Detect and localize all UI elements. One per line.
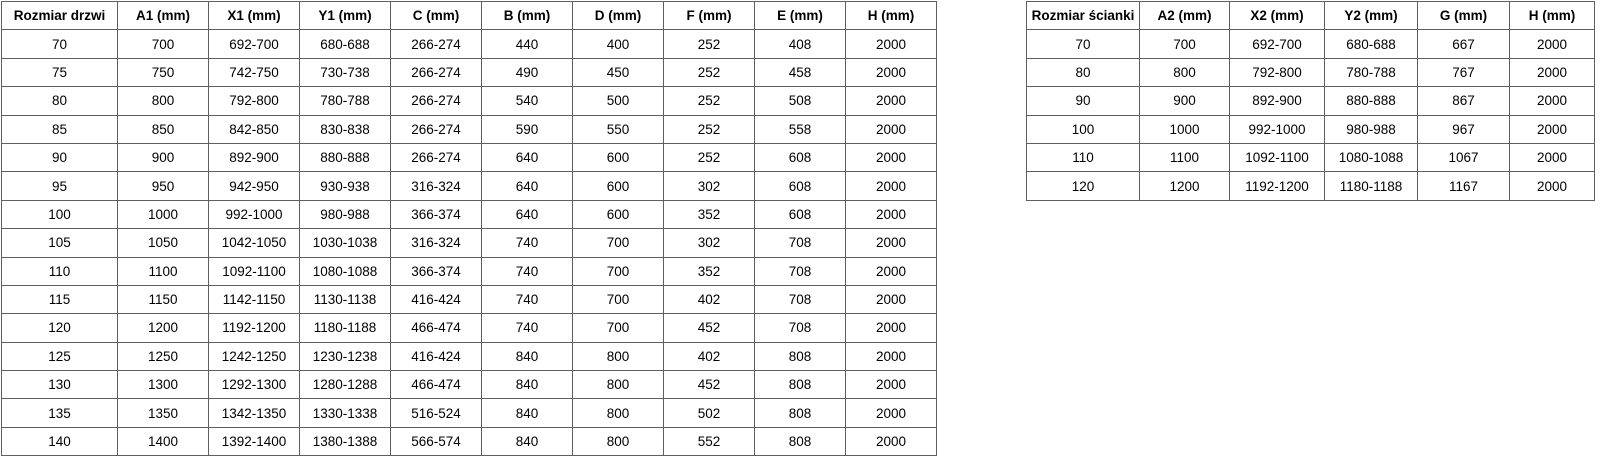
table-cell: 967: [1418, 115, 1510, 143]
column-header: H (mm): [846, 2, 937, 30]
table-cell: 452: [664, 314, 755, 342]
table-cell: 708: [755, 314, 846, 342]
table-cell: 352: [664, 257, 755, 285]
table-cell: 75: [2, 58, 118, 86]
table-cell: 840: [482, 342, 573, 370]
table-cell: 892-900: [209, 143, 300, 171]
table-cell: 550: [573, 115, 664, 143]
table-cell: 400: [573, 30, 664, 58]
table-cell: 740: [482, 314, 573, 342]
column-header: Y1 (mm): [300, 2, 391, 30]
table-cell: 130: [2, 371, 118, 399]
column-header: Rozmiar drzwi: [2, 2, 118, 30]
table-cell: 316-324: [391, 172, 482, 200]
table-cell: 680-688: [300, 30, 391, 58]
column-header: A1 (mm): [118, 2, 209, 30]
table-cell: 800: [573, 399, 664, 427]
table-cell: 316-324: [391, 229, 482, 257]
table-cell: 2000: [1510, 87, 1595, 115]
wall-panel-size-table: [1026, 1, 1595, 201]
table-cell: 980-988: [1325, 115, 1418, 143]
table-cell: 70: [2, 30, 118, 58]
table-cell: 100: [1027, 115, 1140, 143]
door-size-table: [1, 1, 937, 456]
table-cell: 600: [573, 172, 664, 200]
table-cell: 120: [1027, 172, 1140, 200]
table-cell: 125: [2, 342, 118, 370]
table-cell: 1030-1038: [300, 229, 391, 257]
table-cell: 640: [482, 143, 573, 171]
column-header: Y2 (mm): [1325, 2, 1418, 30]
table-cell: 640: [482, 172, 573, 200]
table-cell: 2000: [846, 200, 937, 228]
table-cell: 1080-1088: [300, 257, 391, 285]
table-cell: 1230-1238: [300, 342, 391, 370]
table-cell: 1092-1100: [209, 257, 300, 285]
table-cell: 840: [482, 399, 573, 427]
table-row: [2, 427, 937, 455]
table-cell: 930-938: [300, 172, 391, 200]
table-cell: 416-424: [391, 285, 482, 313]
table-cell: 708: [755, 257, 846, 285]
table-cell: 700: [573, 257, 664, 285]
table-cell: 500: [573, 87, 664, 115]
column-header: G (mm): [1418, 2, 1510, 30]
table-cell: 1180-1188: [1325, 172, 1418, 200]
table-cell: 266-274: [391, 115, 482, 143]
table-cell: 2000: [846, 143, 937, 171]
table-cell: 402: [664, 285, 755, 313]
table-cell: 1242-1250: [209, 342, 300, 370]
table-cell: 1080-1088: [1325, 143, 1418, 171]
table-cell: 2000: [1510, 172, 1595, 200]
table-cell: 880-888: [1325, 87, 1418, 115]
table-cell: 892-900: [1230, 87, 1325, 115]
table-cell: 2000: [846, 257, 937, 285]
table-cell: 2000: [846, 342, 937, 370]
table-cell: 2000: [846, 427, 937, 455]
table-cell: 742-750: [209, 58, 300, 86]
table-cell: 252: [664, 87, 755, 115]
table-cell: 1292-1300: [209, 371, 300, 399]
table-cell: 2000: [846, 314, 937, 342]
column-header: C (mm): [391, 2, 482, 30]
table-cell: 252: [664, 115, 755, 143]
table-cell: 1100: [118, 257, 209, 285]
table-cell: 450: [573, 58, 664, 86]
table-cell: 608: [755, 172, 846, 200]
table-row: [1027, 30, 1595, 58]
table-cell: 1200: [118, 314, 209, 342]
table-cell: 700: [573, 314, 664, 342]
table-cell: 667: [1418, 30, 1510, 58]
table-cell: 1100: [1140, 143, 1230, 171]
table-cell: 466-474: [391, 371, 482, 399]
table-cell: 80: [1027, 58, 1140, 86]
table-cell: 1300: [118, 371, 209, 399]
table-cell: 980-988: [300, 200, 391, 228]
table-cell: 700: [573, 285, 664, 313]
table-row: [2, 314, 937, 342]
table-cell: 266-274: [391, 87, 482, 115]
table-cell: 700: [573, 229, 664, 257]
table-cell: 840: [482, 371, 573, 399]
table-row: [2, 371, 937, 399]
table-cell: 2000: [1510, 30, 1595, 58]
table-cell: 2000: [1510, 115, 1595, 143]
table-cell: 110: [1027, 143, 1140, 171]
table-cell: 70: [1027, 30, 1140, 58]
table-cell: 490: [482, 58, 573, 86]
table-cell: 792-800: [1230, 58, 1325, 86]
table-row: [2, 172, 937, 200]
table-cell: 600: [573, 143, 664, 171]
table-cell: 416-424: [391, 342, 482, 370]
table-cell: 95: [2, 172, 118, 200]
table-cell: 252: [664, 143, 755, 171]
table-cell: 880-888: [300, 143, 391, 171]
table-cell: 808: [755, 427, 846, 455]
table-cell: 266-274: [391, 143, 482, 171]
table-cell: 1050: [118, 229, 209, 257]
table-cell: 302: [664, 172, 755, 200]
table-cell: 640: [482, 200, 573, 228]
table-cell: 1330-1338: [300, 399, 391, 427]
table-cell: 502: [664, 399, 755, 427]
table-cell: 120: [2, 314, 118, 342]
table-cell: 1000: [1140, 115, 1230, 143]
table-cell: 740: [482, 285, 573, 313]
table-cell: 1250: [118, 342, 209, 370]
header-row: [2, 2, 937, 30]
table-cell: 1180-1188: [300, 314, 391, 342]
table-cell: 2000: [846, 371, 937, 399]
table-cell: 992-1000: [209, 200, 300, 228]
column-header: A2 (mm): [1140, 2, 1230, 30]
column-header: B (mm): [482, 2, 573, 30]
table-cell: 115: [2, 285, 118, 313]
table-cell: 85: [2, 115, 118, 143]
table-cell: 402: [664, 342, 755, 370]
table-cell: 992-1000: [1230, 115, 1325, 143]
table-cell: 1067: [1418, 143, 1510, 171]
column-header: E (mm): [755, 2, 846, 30]
column-header: D (mm): [573, 2, 664, 30]
column-header: F (mm): [664, 2, 755, 30]
table-cell: 135: [2, 399, 118, 427]
table-cell: 1280-1288: [300, 371, 391, 399]
table-row: [2, 115, 937, 143]
table-cell: 800: [573, 342, 664, 370]
table-cell: 750: [118, 58, 209, 86]
table-row: [2, 143, 937, 171]
table-cell: 2000: [846, 229, 937, 257]
column-header: H (mm): [1510, 2, 1595, 30]
table-cell: 608: [755, 143, 846, 171]
table-cell: 458: [755, 58, 846, 86]
table-row: [1027, 87, 1595, 115]
table-cell: 700: [1140, 30, 1230, 58]
table-cell: 740: [482, 229, 573, 257]
table-cell: 1392-1400: [209, 427, 300, 455]
table-cell: 1142-1150: [209, 285, 300, 313]
table-cell: 2000: [846, 58, 937, 86]
table-cell: 2000: [846, 115, 937, 143]
table-cell: 1167: [1418, 172, 1510, 200]
table-cell: 366-374: [391, 257, 482, 285]
table-cell: 302: [664, 229, 755, 257]
table-cell: 950: [118, 172, 209, 200]
table-cell: 800: [573, 371, 664, 399]
table-cell: 90: [1027, 87, 1140, 115]
table-row: [2, 30, 937, 58]
table-row: [1027, 115, 1595, 143]
table-cell: 90: [2, 143, 118, 171]
table-cell: 1350: [118, 399, 209, 427]
table-cell: 366-374: [391, 200, 482, 228]
table-cell: 800: [573, 427, 664, 455]
table-cell: 680-688: [1325, 30, 1418, 58]
table-cell: 692-700: [209, 30, 300, 58]
header-row: [1027, 2, 1595, 30]
table-cell: 105: [2, 229, 118, 257]
table-cell: 80: [2, 87, 118, 115]
table-cell: 1000: [118, 200, 209, 228]
table-cell: 808: [755, 399, 846, 427]
table-cell: 2000: [846, 30, 937, 58]
table-cell: 1092-1100: [1230, 143, 1325, 171]
table-cell: 730-738: [300, 58, 391, 86]
table-cell: 842-850: [209, 115, 300, 143]
table-cell: 2000: [846, 87, 937, 115]
column-header: Rozmiar ścianki: [1027, 2, 1140, 30]
table-row: [2, 200, 937, 228]
table-cell: 508: [755, 87, 846, 115]
column-header: X2 (mm): [1230, 2, 1325, 30]
table-cell: 2000: [846, 285, 937, 313]
table-cell: 767: [1418, 58, 1510, 86]
table-cell: 608: [755, 200, 846, 228]
table-row: [2, 257, 937, 285]
table-cell: 540: [482, 87, 573, 115]
table-cell: 850: [118, 115, 209, 143]
table-cell: 808: [755, 342, 846, 370]
table-cell: 140: [2, 427, 118, 455]
table-cell: 708: [755, 285, 846, 313]
table-cell: 800: [1140, 58, 1230, 86]
table-cell: 1342-1350: [209, 399, 300, 427]
table-cell: 252: [664, 30, 755, 58]
table-row: [2, 399, 937, 427]
table-row: [2, 229, 937, 257]
table-row: [2, 285, 937, 313]
table-cell: 2000: [1510, 143, 1595, 171]
table-cell: 830-838: [300, 115, 391, 143]
table-cell: 266-274: [391, 58, 482, 86]
table-row: [2, 58, 937, 86]
table-cell: 1192-1200: [209, 314, 300, 342]
table-cell: 808: [755, 371, 846, 399]
table-cell: 780-788: [300, 87, 391, 115]
table-cell: 600: [573, 200, 664, 228]
table-cell: 1192-1200: [1230, 172, 1325, 200]
table-cell: 792-800: [209, 87, 300, 115]
table-cell: 516-524: [391, 399, 482, 427]
table-cell: 558: [755, 115, 846, 143]
table-cell: 900: [118, 143, 209, 171]
table-cell: 552: [664, 427, 755, 455]
table-cell: 867: [1418, 87, 1510, 115]
table-cell: 466-474: [391, 314, 482, 342]
table-cell: 566-574: [391, 427, 482, 455]
table-cell: 1150: [118, 285, 209, 313]
table-cell: 708: [755, 229, 846, 257]
table-cell: 110: [2, 257, 118, 285]
table-cell: 590: [482, 115, 573, 143]
table-row: [1027, 143, 1595, 171]
table-cell: 2000: [1510, 58, 1595, 86]
table-cell: 352: [664, 200, 755, 228]
table-row: [2, 342, 937, 370]
table-cell: 780-788: [1325, 58, 1418, 86]
table-cell: 1380-1388: [300, 427, 391, 455]
table-cell: 840: [482, 427, 573, 455]
table-cell: 2000: [846, 399, 937, 427]
table-cell: 408: [755, 30, 846, 58]
table-cell: 2000: [846, 172, 937, 200]
table-cell: 440: [482, 30, 573, 58]
table-cell: 942-950: [209, 172, 300, 200]
table-cell: 800: [118, 87, 209, 115]
table-cell: 452: [664, 371, 755, 399]
table-cell: 1130-1138: [300, 285, 391, 313]
table-cell: 740: [482, 257, 573, 285]
table-cell: 1200: [1140, 172, 1230, 200]
table-cell: 900: [1140, 87, 1230, 115]
table-row: [2, 87, 937, 115]
table-cell: 252: [664, 58, 755, 86]
table-cell: 100: [2, 200, 118, 228]
table-row: [1027, 172, 1595, 200]
table-cell: 1400: [118, 427, 209, 455]
table-cell: 1042-1050: [209, 229, 300, 257]
table-cell: 266-274: [391, 30, 482, 58]
table-cell: 700: [118, 30, 209, 58]
column-header: X1 (mm): [209, 2, 300, 30]
table-cell: 692-700: [1230, 30, 1325, 58]
table-row: [1027, 58, 1595, 86]
